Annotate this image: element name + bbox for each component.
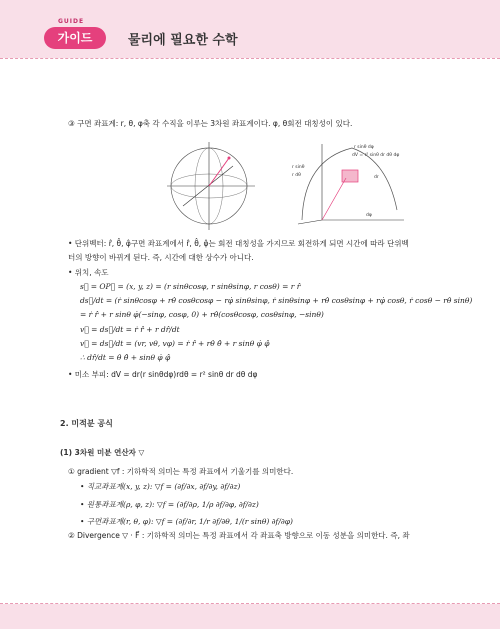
unit-vector-line-1: • 단위벡터: r̂, θ̂, φ̂구면 좌표계에서 r̂, θ̂, φ̂는 회전 대칭성을 가지므로 회전하게 되면 시간에 따라 단위벡 (68, 239, 409, 248)
gradient-definition: ① gradient ▽f : 기하학적 의미는 특정 좌표에서 기울기를 의미한다. (68, 467, 294, 476)
label-dr: dr (374, 175, 379, 180)
header-divider (0, 58, 500, 59)
equation-velocity-1: v⃗ = ds⃗/dt = ṙ r̂ + r dr̂/dt (80, 324, 180, 334)
subsection-1-title: (1) 3차원 미분 연산자 ▽ (60, 448, 145, 457)
calculus-block (68, 466, 448, 544)
divergence-definition: ② Divergence ▽ · F⃗ : 기하학적 의미는 특정 좌표에서 각 좌표축 방향으로 이동 성분을 의미한다. 즉, 좌 (68, 531, 410, 540)
label-rdtheta: r dθ (292, 173, 301, 178)
gradient-cartesian: • 직교좌표계(x, y, z): ▽f = (∂f/∂x, ∂f/∂y, ∂f/∂z) (80, 482, 241, 492)
sphere-coordinate-figure (163, 140, 259, 232)
unit-vector-line-2: 터의 방향이 바뀌게 된다. 즉, 시간에 대한 상수가 아니다. (68, 253, 254, 263)
guide-badge: 가이드 (44, 27, 106, 49)
label-rsin-dphi: r sinθ dφ (354, 145, 374, 150)
guide-label: GUIDE (58, 18, 85, 25)
fig2-x-axis (298, 220, 322, 224)
equation-derivative: ds⃗/dt = (ṙ sinθcosφ + rθ̇ cosθcosφ − rφ̇ sinθsinφ, ṙ sinθsinφ + rθ̇ cosθsinφ + rφ̇ cosθ, ṙ cosθ − rθ̇ sinθ) (80, 296, 473, 305)
equation-position: s⃗ = OP⃗ = (x, y, z) = (r sinθcosφ, r sinθsinφ, r cosθ) = r r̂ (80, 281, 301, 291)
volume-element-text: • 미소 부피: dV = dr(r sinθdφ)rdθ = r² sinθ dr dθ dφ (68, 370, 258, 380)
equation-unit-derivative: ∴ dr̂/dt = θ̇ θ̂ + sinθ φ̇ φ̂ (80, 353, 171, 362)
radius-vector (209, 158, 229, 186)
equation-expansion: = ṙ r̂ + r sinθ φ̇(−sinφ, cosφ, 0) + rθ̇(cosθcosφ, cosθsinφ, −sinθ) (80, 310, 324, 320)
gradient-cylindrical: • 원통좌표계(ρ, φ, z): ▽f = (∂f/∂ρ, 1/ρ ∂f/∂φ, ∂f/∂z) (80, 499, 259, 509)
label-dv: dV = r² sinθ dr dθ dφ (352, 153, 400, 158)
point-p (228, 157, 231, 160)
page-footer (0, 604, 500, 629)
volume-element-figure (292, 140, 412, 226)
spherical-section (68, 118, 448, 132)
unit-vector-block (68, 238, 473, 384)
spherical-intro: ③ 구면 좌표계: r, θ, φ축 각 수직을 이루는 3차원 좌표계이다. φ, θ회전 대칭성이 있다. (68, 119, 353, 128)
label-dphi: dφ (366, 213, 372, 218)
section-2-title: 2. 미적분 공식 (60, 419, 113, 428)
fig2-radius (322, 178, 346, 220)
octant-surface (302, 148, 400, 220)
gradient-spherical: • 구면좌표계(r, θ, φ): ▽f = (∂f/∂r, 1/r ∂f/∂θ, 1/(r sinθ) ∂f/∂φ) (80, 516, 293, 526)
equation-velocity-2: v⃗ = ds⃗/dt = (vr, vθ, vφ) = ṙ r̂ + rθ̇ θ̂ + r sinθ φ̇ φ̂ (80, 338, 270, 348)
page-title: 물리에 필요한 수학 (128, 33, 238, 48)
position-velocity-title: • 위치, 속도 (68, 267, 109, 277)
label-rsin: r sinθ (292, 165, 305, 170)
